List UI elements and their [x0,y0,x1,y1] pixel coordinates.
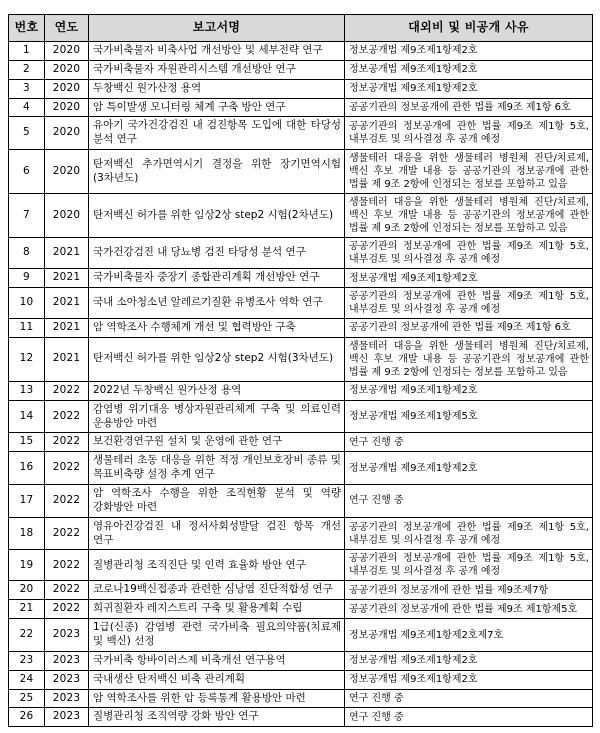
cell-year: 2021 [45,238,89,269]
cell-report-title: 2022년 두창백신 원가산정 용역 [89,381,345,400]
cell-no: 8 [9,238,45,269]
cell-nondisclosure-reason: 정보공개법 제9조제1항제2호 [345,269,593,288]
cell-year: 2020 [45,42,89,61]
cell-nondisclosure-reason: 생물테러 대응을 위한 생물테러 병원체 진단/치료제, 백신 후보 개발 내용 등 공공기관의 정보공개에 관한 법률 제 9조 2항에 인정되는 정보를 포함하고 있음 [345,150,593,194]
cell-year: 2020 [45,194,89,238]
table-row [9,150,593,194]
cell-year: 2020 [45,117,89,150]
cell-nondisclosure-reason: 정보공개법 제9조제1항제2호 [345,381,593,400]
table-row [9,42,593,61]
cell-no: 24 [9,670,45,689]
cell-no: 1 [9,42,45,61]
table-row [9,689,593,708]
cell-year: 2022 [45,600,89,619]
cell-no: 17 [9,485,45,518]
cell-no: 19 [9,550,45,581]
cell-no: 4 [9,98,45,117]
cell-year: 2023 [45,651,89,670]
cell-year: 2021 [45,269,89,288]
cell-no: 7 [9,194,45,238]
cell-year: 2020 [45,60,89,79]
cell-report-title: 국가비축물자 중장기 종합관리계획 개선방안 연구 [89,269,345,288]
cell-year: 2021 [45,337,89,381]
table-row [9,194,593,238]
cell-nondisclosure-reason: 연구 진행 중 [345,708,593,727]
table-body [9,42,593,727]
cell-no: 22 [9,619,45,652]
table-row [9,433,593,452]
table-row [9,337,593,381]
cell-report-title: 암 특이발생 모니터링 체계 구축 방안 연구 [89,98,345,117]
table-row [9,117,593,150]
cell-no: 26 [9,708,45,727]
cell-report-title: 탄저백신 허가를 위한 임상2상 step2 시험(2차년도) [89,194,345,238]
cell-report-title: 희귀질환자 레지스트리 구축 및 활용계획 수립 [89,600,345,619]
cell-no: 10 [9,288,45,319]
cell-year: 2022 [45,381,89,400]
cell-nondisclosure-reason: 공공기관의 정보공개에 관한 법률 제9조 제1항 6호 [345,319,593,338]
cell-report-title: 감염병 위기대응 병상자원관리체계 구축 및 의료인력 운용방안 마련 [89,400,345,433]
table-row [9,400,593,433]
cell-nondisclosure-reason: 연구 진행 중 [345,433,593,452]
table-row [9,550,593,581]
cell-nondisclosure-reason: 정보공개법 제9조제1항제2호 [345,42,593,61]
table-row [9,60,593,79]
column-header-title: 보고서명 [89,15,345,42]
table-row [9,288,593,319]
table-row [9,517,593,550]
cell-nondisclosure-reason: 공공기관의 정보공개에 관한 법률 제9조 제1항 5호, 내부검토 및 의사결정 후 공개 예정 [345,550,593,581]
cell-nondisclosure-reason: 공공기관의 정보공개에 관한 법률 제9조제7항 [345,581,593,600]
cell-no: 5 [9,117,45,150]
table-row [9,485,593,518]
cell-year: 2023 [45,708,89,727]
cell-report-title: 암 역학조사를 위한 암 등록통계 활용방안 마련 [89,689,345,708]
cell-report-title: 보건환경연구원 설치 및 운영에 관한 연구 [89,433,345,452]
cell-no: 18 [9,517,45,550]
table-row [9,651,593,670]
cell-no: 3 [9,79,45,98]
cell-report-title: 코로나19백신접종과 관련한 심낭염 진단적합성 연구 [89,581,345,600]
cell-no: 16 [9,452,45,485]
cell-nondisclosure-reason: 연구 진행 중 [345,689,593,708]
cell-nondisclosure-reason: 정보공개법 제9조제1항제2호 [345,651,593,670]
cell-no: 13 [9,381,45,400]
cell-report-title: 1급(신종) 감염병 관련 국가비축 필요의약품(치료제 및 백신) 선정 [89,619,345,652]
cell-no: 15 [9,433,45,452]
column-header-year: 연도 [45,15,89,42]
table-row [9,238,593,269]
table-row [9,452,593,485]
table-row [9,319,593,338]
cell-nondisclosure-reason: 정보공개법 제9조제1항제2호 [345,670,593,689]
table-row [9,381,593,400]
table-row [9,670,593,689]
table-row [9,98,593,117]
cell-nondisclosure-reason: 정보공개법 제9조제1항제2호 [345,60,593,79]
table-header [9,15,593,42]
cell-report-title: 탄저백신 허가를 위한 임상2상 step2 시험(3차년도) [89,337,345,381]
cell-year: 2023 [45,670,89,689]
cell-report-title: 생물테러 초동 대응을 위한 적정 개인보호장비 종류 및 목표비축량 설정 추계 연구 [89,452,345,485]
table-row [9,581,593,600]
column-header-reason: 대외비 및 비공개 사유 [345,15,593,42]
report-table [8,14,593,727]
cell-report-title: 암 역학조사 수행체계 개선 및 협력방안 구축 [89,319,345,338]
cell-no: 12 [9,337,45,381]
cell-no: 21 [9,600,45,619]
cell-year: 2021 [45,319,89,338]
cell-report-title: 탄저백신 추가면역시기 결정을 위한 장기면역시험(3차년도) [89,150,345,194]
cell-report-title: 국내 소아청소년 알레르기질환 유병조사 역학 연구 [89,288,345,319]
cell-year: 2023 [45,689,89,708]
cell-year: 2022 [45,400,89,433]
cell-year: 2022 [45,550,89,581]
cell-nondisclosure-reason: 생물테러 대응을 위한 생물테러 병원체 진단/치료제, 백신 후보 개발 내용 등 공공기관의 정보공개에 관한 법률 제 9조 2항에 인정되는 정보를 포함하고 있음 [345,337,593,381]
cell-year: 2022 [45,581,89,600]
table-header-row [9,15,593,42]
cell-report-title: 유아기 국가건강검진 내 검진항목 도입에 대한 타당성 분석 연구 [89,117,345,150]
cell-nondisclosure-reason: 연구 진행 중 [345,485,593,518]
cell-nondisclosure-reason: 정보공개법 제9조제1항제2호제7호 [345,619,593,652]
cell-nondisclosure-reason: 공공기관의 정보공개에 관한 법률 제9조 제1항 5호, 내부검토 및 의사결정 후 공개 예정 [345,288,593,319]
cell-report-title: 국가비축물자 자원관리시스템 개선방안 연구 [89,60,345,79]
cell-year: 2022 [45,517,89,550]
cell-year: 2020 [45,150,89,194]
cell-no: 14 [9,400,45,433]
cell-report-title: 국내생산 탄저백신 비축 관리계획 [89,670,345,689]
cell-year: 2022 [45,433,89,452]
cell-report-title: 두창백신 원가산정 용역 [89,79,345,98]
cell-nondisclosure-reason: 공공기관의 정보공개에 관한 법률 제9조 제1항 5호, 내부검토 및 의사결정 후 공개 예정 [345,238,593,269]
table-row [9,269,593,288]
cell-report-title: 암 역학조사 수행을 위한 조직현황 분석 및 역량 강화방안 마련 [89,485,345,518]
cell-no: 23 [9,651,45,670]
cell-no: 11 [9,319,45,338]
table-row [9,600,593,619]
cell-nondisclosure-reason: 공공기관의 정보공개에 관한 법률 제9조 제1항제5호 [345,600,593,619]
cell-nondisclosure-reason: 정보공개법 제9조제1항제5호 [345,400,593,433]
cell-report-title: 영유아건강검진 내 정서사회성발달 검진 항목 개선 연구 [89,517,345,550]
table-row [9,708,593,727]
cell-no: 6 [9,150,45,194]
cell-nondisclosure-reason: 공공기관의 정보공개에 관한 법률 제9조 제1항 5호, 내부검토 및 의사결정 후 공개 예정 [345,117,593,150]
cell-year: 2022 [45,485,89,518]
cell-report-title: 질병관리청 조직역량 강화 방안 연구 [89,708,345,727]
cell-year: 2021 [45,288,89,319]
cell-nondisclosure-reason: 공공기관의 정보공개에 관한 법률 제9조 제1항 5호, 내부검토 및 의사결정 후 공개 예정 [345,517,593,550]
cell-no: 25 [9,689,45,708]
cell-no: 20 [9,581,45,600]
table-row [9,619,593,652]
cell-nondisclosure-reason: 정보공개법 제9조제1항제2호 [345,79,593,98]
cell-report-title: 질병관리청 조직진단 및 인력 효율화 방안 연구 [89,550,345,581]
cell-nondisclosure-reason: 생물테러 대응을 위한 생물테러 병원체 진단/치료제, 백신 후보 개발 내용 등 공공기관의 정보공개에 관한 법률 제 9조 2항에 인정되는 정보를 포함하고 있음 [345,194,593,238]
cell-year: 2020 [45,79,89,98]
column-header-no: 번호 [9,15,45,42]
cell-no: 2 [9,60,45,79]
cell-year: 2023 [45,619,89,652]
cell-no: 9 [9,269,45,288]
cell-nondisclosure-reason: 공공기관의 정보공개에 관한 법률 제9조 제1항 6호 [345,98,593,117]
table-row [9,79,593,98]
cell-report-title: 국가비축 항바이러스제 비축개선 연구용역 [89,651,345,670]
cell-report-title: 국가건강검진 내 당뇨병 검진 타당성 분석 연구 [89,238,345,269]
cell-nondisclosure-reason: 정보공개법 제9조제1항제2호 [345,452,593,485]
cell-year: 2022 [45,452,89,485]
cell-report-title: 국가비축물자 비축사업 개선방안 및 세부전략 연구 [89,42,345,61]
cell-year: 2020 [45,98,89,117]
